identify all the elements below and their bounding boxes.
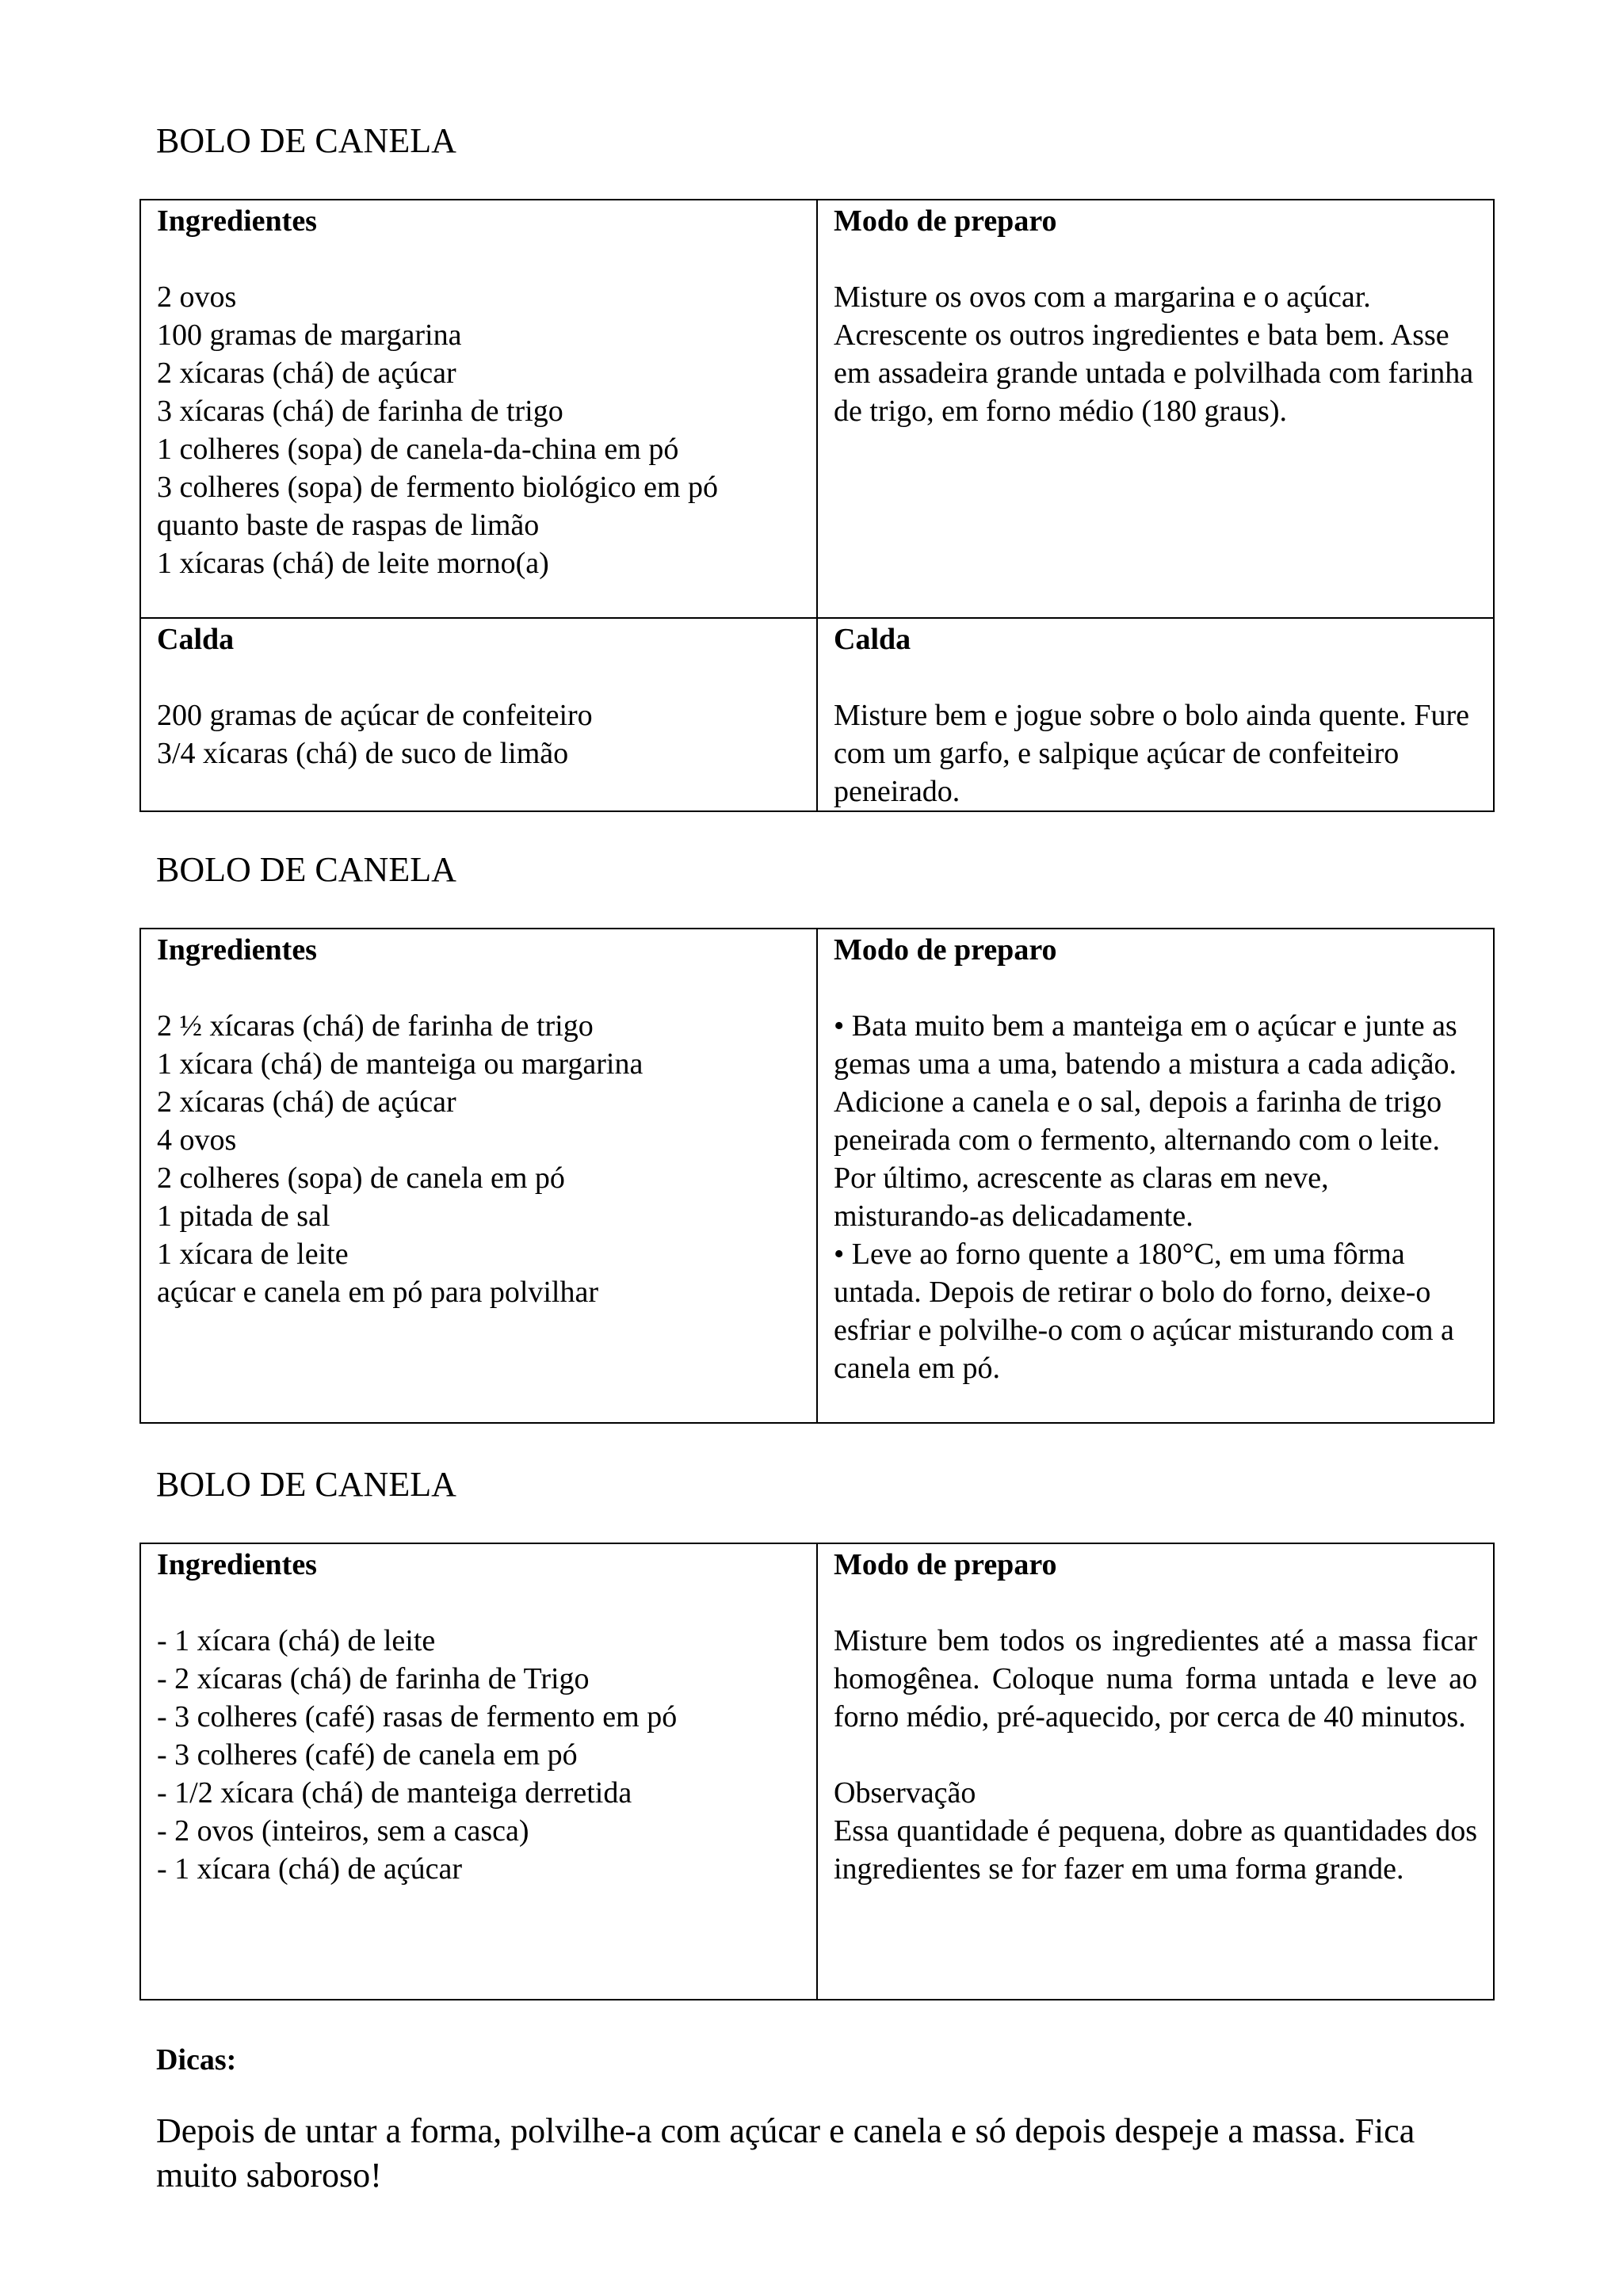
- recipe-1-calda-heading-right: Calda: [834, 623, 911, 656]
- recipe-1-ingredients-cell: [140, 200, 817, 618]
- recipe-2-title: BOLO DE CANELA: [156, 850, 456, 889]
- ingredient-item: - 2 ovos (inteiros, sem a casca): [157, 1814, 529, 1848]
- recipe-3-ingredients-cell: [140, 1543, 817, 2000]
- ingredient-item: 1 xícaras (chá) de leite morno(a): [157, 547, 549, 580]
- recipe-2-method-heading: Modo de preparo: [834, 933, 1057, 967]
- recipe-3-method-text: Misture bem todos os ingredientes até a massa ficar homogênea. Coloque numa forma untada e leve ao forno médio, pré-aquecido, por cerca de 40 minutos.: [834, 1624, 1477, 1733]
- ingredient-item: 2 colheres (sopa) de canela em pó: [157, 1161, 565, 1195]
- recipe-2-method-step-1: • Bata muito bem a manteiga em o açúcar e junte as gemas uma a uma, batendo a mistura a cada adição. Adicione a canela e o sal, depois a farinha de trigo peneirada com o fermento, alternando com o leite. Por último, acrescente as claras em neve, misturando-as delicadamente.: [834, 1009, 1457, 1233]
- recipe-3-observation-heading: Observação: [834, 1776, 976, 1810]
- recipe-3-ingredients-heading: Ingredientes: [157, 1548, 317, 1581]
- recipe-1-table: [139, 199, 1495, 812]
- recipe-2-method-step-2: • Leve ao forno quente a 180°C, em uma fôrma untada. Depois de retirar o bolo do forno, deixe-o esfriar e polvilhe-o com o açúcar misturando com a canela em pó.: [834, 1238, 1454, 1385]
- recipe-1-method-heading: Modo de preparo: [834, 204, 1057, 238]
- ingredient-item: - 3 colheres (café) rasas de fermento em pó: [157, 1700, 678, 1733]
- ingredient-item: - 1 xícara (chá) de açúcar: [157, 1852, 462, 1886]
- ingredient-item: - 1 xícara (chá) de leite: [157, 1624, 436, 1657]
- ingredient-item: - 2 xícaras (chá) de farinha de Trigo: [157, 1662, 590, 1695]
- recipe-1-method-cell: [817, 200, 1494, 618]
- recipe-2-ingredients-cell: [140, 929, 817, 1423]
- ingredient-item: quanto baste de raspas de limão: [157, 509, 540, 542]
- ingredient-item: 2 xícaras (chá) de açúcar: [157, 1085, 456, 1119]
- ingredient-item: 2 xícaras (chá) de açúcar: [157, 357, 456, 390]
- recipe-3-method-cell: [817, 1543, 1494, 2000]
- ingredient-item: açúcar e canela em pó para polvilhar: [157, 1276, 599, 1309]
- recipe-3-title: BOLO DE CANELA: [156, 1465, 456, 1504]
- tips-label: Dicas:: [156, 2043, 237, 2077]
- calda-ingredient-item: 200 gramas de açúcar de confeiteiro: [157, 699, 593, 732]
- ingredient-item: 2 ovos: [157, 280, 237, 314]
- recipe-1-method-text: Misture os ovos com a margarina e o açúcar. Acrescente os outros ingredientes e bata bem. Asse em assadeira grande untada e polvilhada com farinha de trigo, em forno médio (180 graus).: [834, 280, 1474, 428]
- ingredient-item: 3 colheres (sopa) de fermento biológico em pó: [157, 471, 719, 504]
- recipe-3-observation-text: Essa quantidade é pequena, dobre as quantidades dos ingredientes se for fazer em uma forma grande.: [834, 1814, 1477, 1886]
- recipe-1-calda-method-cell: [817, 618, 1494, 811]
- ingredient-item: 3 xícaras (chá) de farinha de trigo: [157, 395, 563, 428]
- recipe-1-calda-method-text: Misture bem e jogue sobre o bolo ainda quente. Fure com um garfo, e salpique açúcar de confeiteiro peneirado.: [834, 699, 1470, 808]
- recipe-1-title: BOLO DE CANELA: [156, 121, 456, 160]
- recipe-2-ingredients-heading: Ingredientes: [157, 933, 317, 967]
- ingredient-item: 4 ovos: [157, 1123, 237, 1157]
- recipe-1-calda-ingredients-cell: [140, 618, 817, 811]
- tips-text: Depois de untar a forma, polvilhe-a com açúcar e canela e só depois despeje a massa. Fica muito saboroso!: [156, 2111, 1415, 2195]
- ingredient-item: - 3 colheres (café) de canela em pó: [157, 1738, 578, 1772]
- ingredient-item: 100 gramas de margarina: [157, 318, 462, 352]
- recipe-1-calda-heading-left: Calda: [157, 623, 235, 656]
- recipe-3-table: [139, 1543, 1495, 2000]
- ingredient-item: 1 colheres (sopa) de canela-da-china em pó: [157, 433, 679, 466]
- ingredient-item: 1 xícara de leite: [157, 1238, 349, 1271]
- recipe-3-method-heading: Modo de preparo: [834, 1548, 1057, 1581]
- ingredient-item: 2 ½ xícaras (chá) de farinha de trigo: [157, 1009, 594, 1043]
- ingredient-item: 1 xícara (chá) de manteiga ou margarina: [157, 1047, 643, 1081]
- recipe-1-ingredients-heading: Ingredientes: [157, 204, 317, 238]
- calda-ingredient-item: 3/4 xícaras (chá) de suco de limão: [157, 737, 569, 770]
- ingredient-item: 1 pitada de sal: [157, 1199, 330, 1233]
- recipe-2-method-cell: [817, 929, 1494, 1423]
- recipe-2-table: [139, 928, 1495, 1424]
- ingredient-item: - 1/2 xícara (chá) de manteiga derretida: [157, 1776, 632, 1810]
